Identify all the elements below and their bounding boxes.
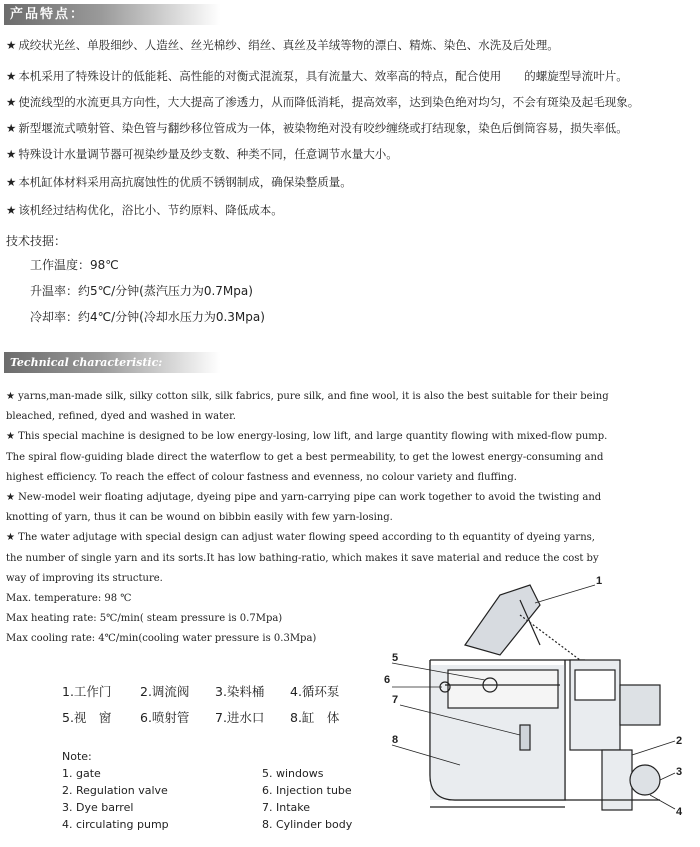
en-line: Max. temperature: 98 ℃: [6, 593, 132, 605]
en-line: bleached, refined, dyed and washed in water.: [6, 411, 236, 423]
part-label-cn: 6.喷射管: [140, 710, 190, 725]
note-item: 6. Injection tube: [262, 784, 352, 797]
en-line: Max heating rate: 5℃/min( steam pressure is 0.7Mpa): [6, 613, 283, 625]
spec-heating-cn: 升温率：约5℃/分钟(蒸汽压力为0.7Mpa): [30, 284, 253, 298]
part-label-cn: 1.工作门: [62, 684, 112, 699]
dye-barrel: [602, 750, 632, 810]
part-label-cn: 7.进水口: [215, 710, 265, 725]
circulating-pump: [630, 765, 660, 795]
part-label-cn: 3.染料桶: [215, 684, 265, 699]
en-line: the number of single yarn and its sorts.It has low bathing-ratio, which makes it save material and reduce the cost by: [6, 552, 599, 564]
star-icon: ★: [6, 95, 17, 109]
callout-8: 8: [392, 734, 399, 746]
note-item: 5. windows: [262, 767, 324, 780]
star-icon: ★: [6, 69, 17, 83]
specs-label-cn: 技术技据：: [6, 234, 67, 248]
en-line: ★ New-model weir floating adjutage, dyeing pipe and yarn-carrying pipe can work together to avoid the twisting and: [6, 492, 602, 504]
door-spring: [520, 615, 580, 660]
feature-cn-1: ★ 成绞状光丝、单股细纱、人造丝、丝光棉纱、绢丝、真丝及羊绒等物的漂白、精炼、染色、水洗及后处理。: [6, 38, 559, 52]
note-item: 4. circulating pump: [62, 818, 169, 831]
note-item: 7. Intake: [262, 801, 311, 814]
en-line: knotting of yarn, thus it can be wound on bibbin easily with few yarn-losing.: [6, 512, 393, 524]
note-title: Note:: [62, 750, 92, 763]
intake-valve: [520, 725, 530, 750]
section-header-en: Technical characteristic:: [4, 352, 220, 373]
part-label-cn: 5.视 窗: [62, 710, 112, 725]
spec-temperature-cn: 工作温度：98℃: [30, 258, 119, 272]
star-icon: ★: [6, 175, 17, 189]
part-label-cn: 4.循环泵: [290, 684, 340, 699]
feature-cn-4: ★ 新型堰流式喷射管、染色管与翻纱移位管成为一体，被染物绝对没有咬纱缠绕或打结现象，染色后倒筒容易，损失率低。: [6, 121, 628, 135]
feature-cn-2: ★ 本机采用了特殊设计的低能耗、高性能的对衡式混流泵，具有流量大、效率高的特点，配合使用 的螺旋型导流叶片。: [6, 69, 628, 83]
regulation-valve-box: [575, 670, 615, 700]
en-line: ★ yarns,man-made silk, silky cotton silk, silk fabrics, pure silk, and fine wool, it is also the best suitable for their being: [6, 391, 609, 402]
en-line: ★ This special machine is designed to be low energy-losing, low lift, and large quantity flowing with mixed-flow pump.: [6, 431, 608, 443]
callout-7: 7: [392, 694, 399, 706]
en-line: highest efficiency. To reach the effect of colour fastness and evenness, no colour variety and fluffing.: [6, 471, 517, 483]
note-item: 8. Cylinder body: [262, 818, 353, 831]
feature-cn-7: ★ 该机经过结构优化，浴比小、节约原料、降低成本。: [6, 203, 283, 217]
star-icon: ★: [6, 121, 17, 135]
en-line: Max cooling rate: 4℃/min(cooling water pressure is 0.3Mpa): [6, 633, 317, 645]
feature-cn-6: ★ 本机缸体材料采用高抗腐蚀性的优质不锈钢制成，确保染整质量。: [6, 175, 352, 189]
en-line: way of improving its structure.: [6, 572, 163, 584]
callout-5: 5: [392, 652, 399, 664]
en-line: ★ The water adjutage with special design can adjust water flowing speed according to th equantity of dyeing yarns,: [6, 532, 595, 544]
callout-3: 3: [676, 766, 683, 778]
note-item: 3. Dye barrel: [62, 801, 134, 814]
part-label-cn: 8.缸 体: [290, 710, 340, 725]
feature-cn-3: ★ 使流线型的水流更具方向性，大大提高了渗透力，从而降低消耗，提高效率，达到染色绝对均匀，不会有斑染及起毛现象。: [6, 95, 640, 109]
part-label-cn: 2.调流阀: [140, 684, 190, 699]
pump-motor: [620, 685, 660, 725]
spec-cooling-cn: 冷却率：约4℃/分钟(冷却水压力为0.3Mpa): [30, 310, 265, 324]
callout-6: 6: [384, 674, 391, 686]
star-icon: ★: [6, 147, 17, 161]
callout-1: 1: [596, 575, 603, 587]
section-header-cn: 产品特点：: [4, 4, 220, 25]
callout-4: 4: [676, 806, 683, 818]
note-item: 1. gate: [62, 767, 101, 780]
star-icon: ★: [6, 203, 17, 217]
callout-2: 2: [676, 735, 683, 747]
en-line: The spiral flow-guiding blade direct the waterflow to get a best permeability, to get the lowest energy-consuming and: [6, 451, 604, 463]
note-item: 2. Regulation valve: [62, 784, 168, 797]
machine-diagram: [370, 575, 695, 843]
feature-cn-5: ★ 特殊设计水量调节器可视染纱量及纱支数、种类不同，任意调节水量大小。: [6, 147, 398, 161]
yarn-carrier: [448, 670, 558, 708]
star-icon: ★: [6, 38, 17, 52]
